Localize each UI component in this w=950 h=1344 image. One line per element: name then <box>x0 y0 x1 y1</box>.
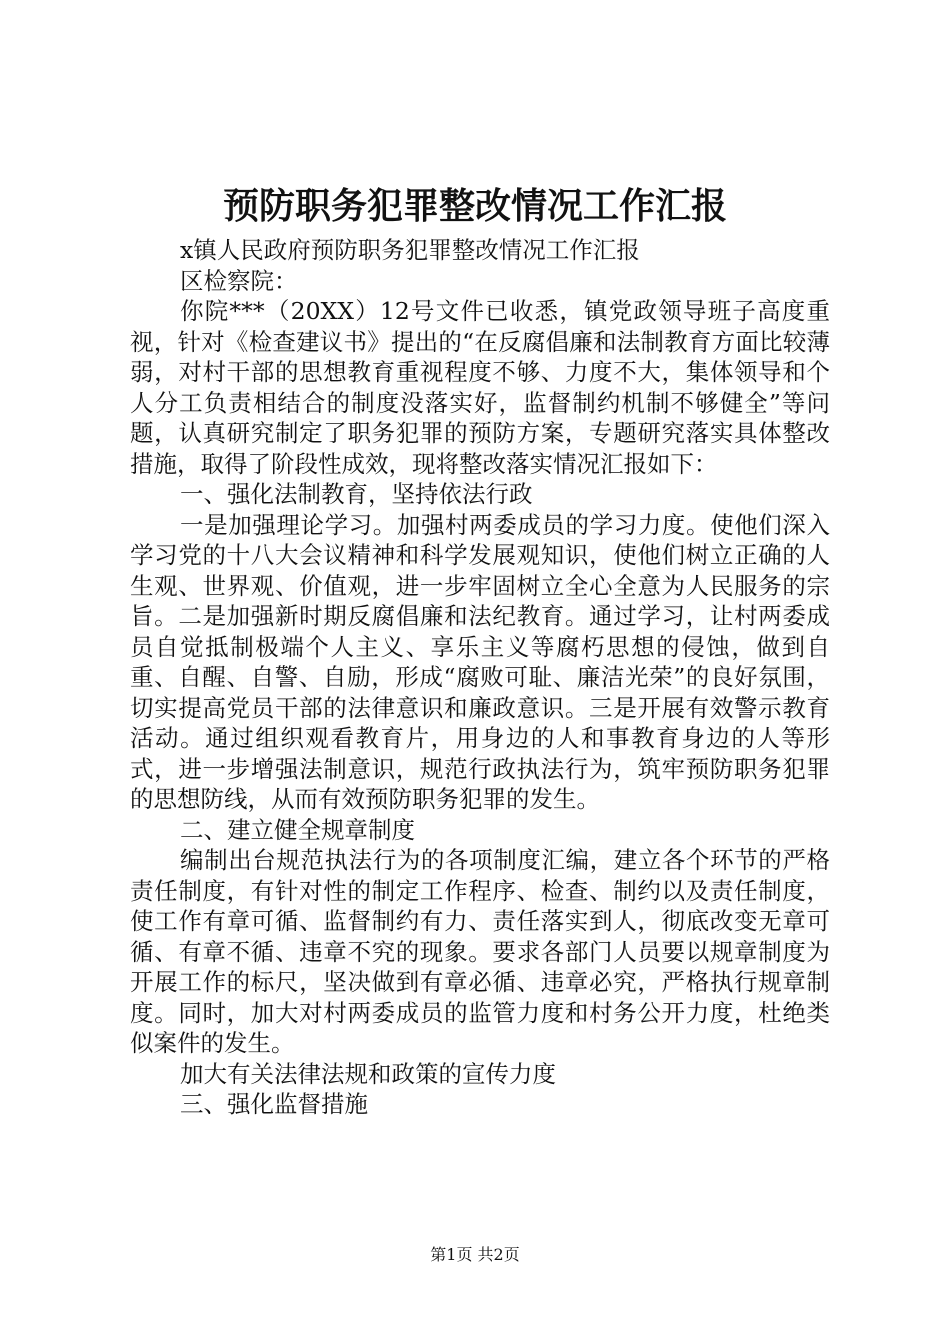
salutation-paragraph: 区检察院： <box>180 266 298 295</box>
document-body <box>130 235 830 1120</box>
section-1-paragraph: 一是加强理论学习。加强村两委成员的学习力度。使他们深入学习党的十八大会议精神和科学发展观知识，使他们树立正确的人生观、世界观、价值观，进一步牢固树立全心全意为人民服务的宗旨。二是加强新时期反腐倡廉和法纪教育。通过学习，让村两委成员自觉抵制极端个人主义、享乐主义等腐朽思想的侵蚀，做到自重、自醒、自警、自励，形成“腐败可耻、廉洁光荣”的良好氛围，切实提高党员干部的法律意识和廉政意识。三是开展有效警示教育活动。通过组织观看教育片，用身边的人和事教育身边的人等形式，进一步增强法制意识，规范行政执法行为，筑牢预防职务犯罪的思想防线，从而有效预防职务犯罪的发生。 <box>130 510 830 813</box>
subtitle-paragraph: x镇人民政府预防职务犯罪整改情况工作汇报 <box>180 236 640 264</box>
page-number: 第1页 共2页 <box>430 1245 520 1264</box>
section-heading-1: 一、强化法制教育，坚持依法行政 <box>180 480 533 508</box>
section-2-paragraph: 编制出台规范执法行为的各项制度汇编，建立各个环节的严格责任制度，有针对性的制定工作程序、检查、制约以及责任制度，使工作有章可循、监督制约有力、责任落实到人，彻底改变无章可循、有章不循、违章不究的现象。要求各部门人员要以规章制度为开展工作的标尺，坚决做到有章必循、违章必究，严格执行规章制度。同时，加大对村两委成员的监管力度和村务公开力度，杜绝类似案件的发生。 <box>130 846 830 1057</box>
publicity-paragraph: 加大有关法律法规和政策的宣传力度 <box>180 1059 556 1088</box>
page-title: 预防职务犯罪整改情况工作汇报 <box>222 185 727 227</box>
section-heading-2: 二、建立健全规章制度 <box>180 815 415 844</box>
intro-paragraph: 你院***（20XX）12号文件已收悉，镇党政领导班子高度重视，针对《检查建议书》提出的“在反腐倡廉和法制教育方面比较薄弱，对村干部的思想教育重视程度不够、力度不大，集体领导和个人分工负责相结合的制度没落实好，监督制约机制不够健全”等问题，认真研究制定了职务犯罪的预防方案，专题研究落实具体整改措施，取得了阶段性成效，现将整改落实情况汇报如下： <box>130 297 830 478</box>
section-heading-3: 三、强化监督措施 <box>180 1090 368 1118</box>
